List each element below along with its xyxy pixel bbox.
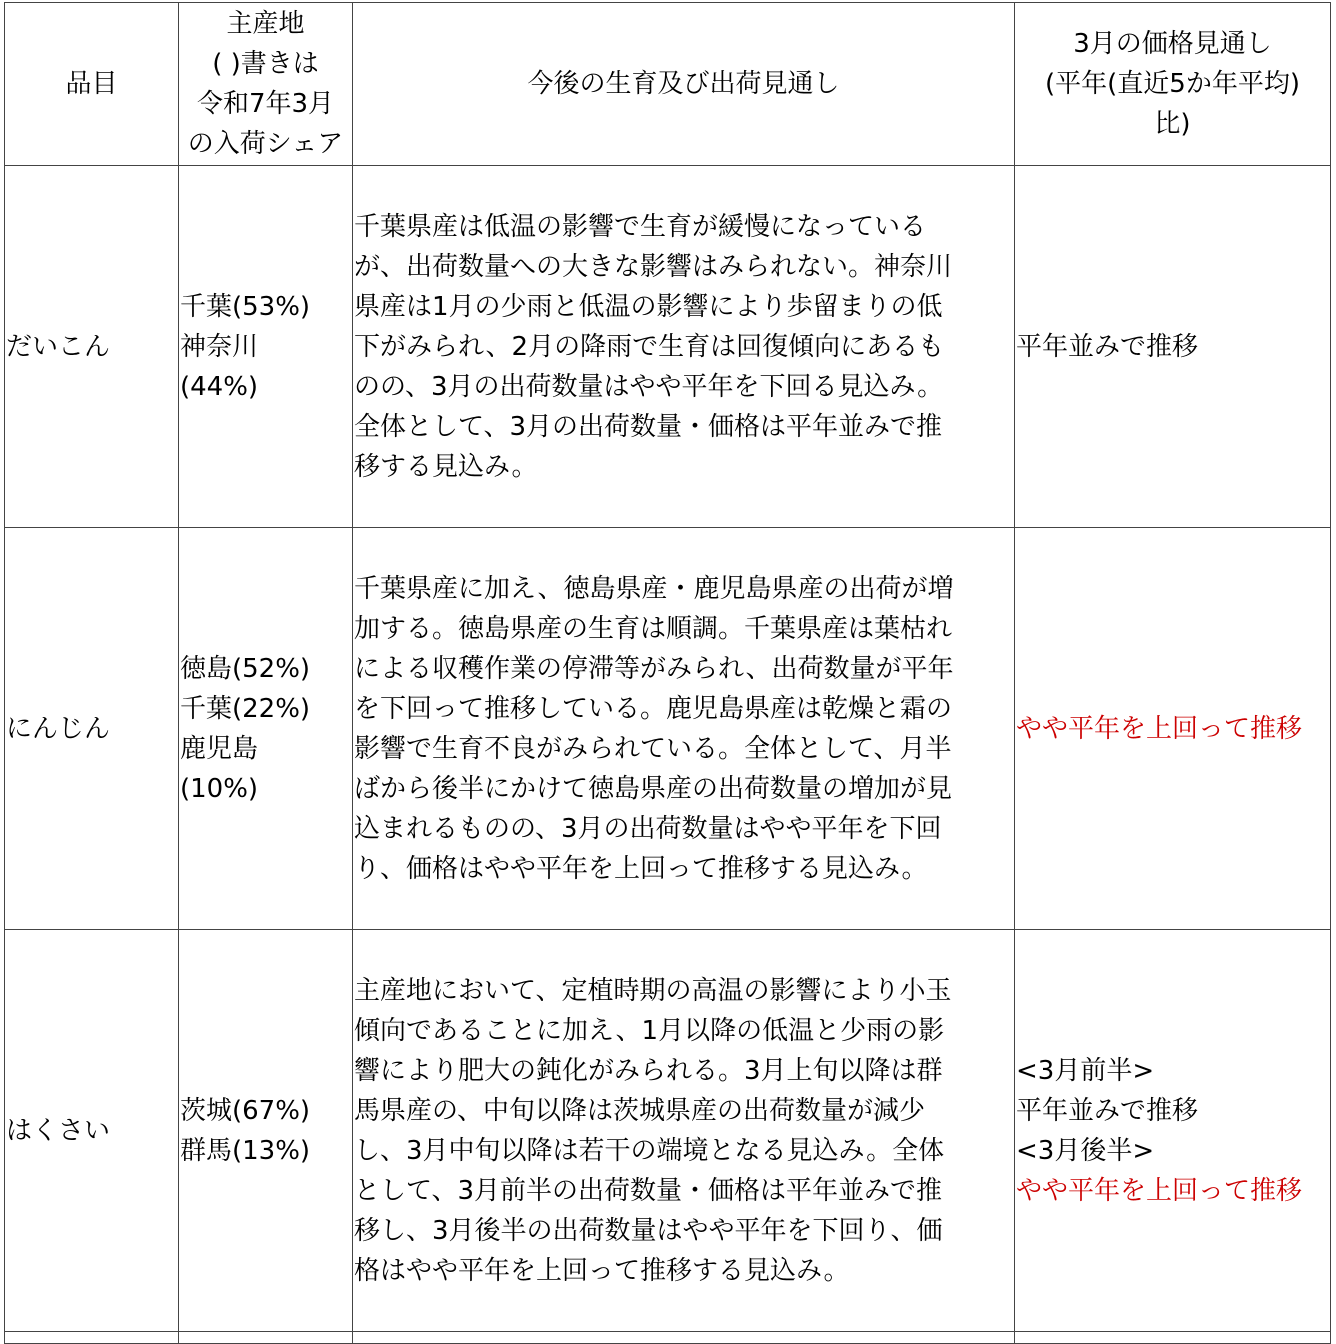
origin-line: 千葉(22%) (180, 693, 311, 724)
outlook-line: り、価格はやや平年を上回って推移する見込み。 (354, 853, 928, 884)
price-cell (1015, 166, 1331, 528)
outlook-line: 影響で生育不良がみられている。全体として、月半 (354, 733, 952, 764)
header-row (5, 3, 1331, 166)
item-cell: だいこん (5, 166, 179, 528)
price-line: <3月前半> (1016, 1055, 1155, 1086)
outlook-line: 格はやや平年を上回って推移する見込み。 (354, 1255, 850, 1286)
origin-line: (10%) (180, 773, 259, 804)
header-price (1015, 3, 1331, 166)
outlook-line: 込まれるものの、3月の出荷数量はやや平年を下回 (354, 813, 942, 844)
item-cell: はくさい (5, 930, 179, 1332)
origin-line: 鹿児島 (180, 733, 259, 764)
header-price-line: 3月の価格見通し (1073, 29, 1272, 59)
price-line-highlight: やや平年を上回って推移 (1016, 1175, 1303, 1206)
outlook-line: 傾向であることに加え、1月以降の低温と少雨の影 (354, 1015, 945, 1046)
outlook-line: 移し、3月後半の出荷数量はやや平年を下回り、価 (354, 1215, 943, 1246)
outlook-line: 馬県産の、中旬以降は茨城県産の出荷数量が減少 (354, 1095, 925, 1126)
outlook-line: 千葉県産は低温の影響で生育が緩慢になっている (354, 211, 927, 242)
outlook-line: 響により肥大の鈍化がみられる。3月上旬以降は群 (354, 1055, 943, 1086)
header-price-line: 比) (1154, 109, 1191, 139)
empty-cell (1015, 1332, 1331, 1344)
empty-cell (5, 1332, 179, 1344)
table-row (5, 166, 1331, 528)
outlook-line: 県産は1月の少雨と低温の影響により歩留まりの低 (354, 291, 943, 322)
item-cell: にんじん (5, 528, 179, 930)
outlook-cell (353, 166, 1015, 528)
outlook-line: ばから後半にかけて徳島県産の出荷数量の増加が見 (354, 773, 953, 804)
price-outlook-table (4, 2, 1331, 1344)
outlook-line: による収穫作業の停滞等がみられ、出荷数量が平年 (354, 653, 954, 684)
origin-line: (44%) (180, 371, 259, 402)
header-origin (179, 3, 353, 166)
header-price-line: (平年(直近5か年平均) (1045, 69, 1300, 99)
table-row (5, 528, 1331, 930)
outlook-line: 加する。徳島県産の生育は順調。千葉県産は葉枯れ (354, 613, 953, 644)
price-cell (1015, 930, 1331, 1332)
outlook-line: 下がみられ、2月の降雨で生育は回復傾向にあるも (354, 331, 945, 362)
price-line: <3月後半> (1016, 1135, 1155, 1166)
outlook-line: のの、3月の出荷数量はやや平年を下回る見込み。 (354, 371, 944, 402)
price-line-highlight: やや平年を上回って推移 (1016, 713, 1303, 744)
outlook-line: 主産地において、定植時期の高温の影響により小玉 (354, 975, 952, 1006)
origin-cell (179, 930, 353, 1332)
header-origin-line: 令和7年3月 (196, 89, 335, 119)
empty-cell (179, 1332, 353, 1344)
outlook-line: が、出荷数量への大きな影響はみられない。神奈川 (354, 251, 953, 282)
outlook-line: を下回って推移している。鹿児島県産は乾燥と霜の (354, 693, 953, 724)
outlook-line: 移する見込み。 (354, 451, 538, 482)
origin-line: 神奈川 (180, 331, 259, 362)
outlook-line: 全体として、3月の出荷数量・価格は平年並みで推 (354, 411, 943, 442)
outlook-cell (353, 930, 1015, 1332)
outlook-line: し、3月中旬以降は若干の端境となる見込み。全体 (354, 1135, 945, 1166)
outlook-cell (353, 528, 1015, 930)
origin-line: 茨城(67%) (180, 1095, 311, 1126)
price-line: 平年並みで推移 (1016, 331, 1199, 362)
origin-line: 群馬(13%) (180, 1135, 311, 1166)
empty-cell (353, 1332, 1015, 1344)
origin-line: 徳島(52%) (180, 653, 311, 684)
header-origin-line: ( )書きは (212, 49, 319, 79)
header-origin-line: 主産地 (226, 9, 305, 39)
price-line: 平年並みで推移 (1016, 1095, 1199, 1126)
table-row (5, 930, 1331, 1332)
origin-line: 千葉(53%) (180, 291, 311, 322)
price-cell (1015, 528, 1331, 930)
header-origin-line: の入荷シェア (187, 129, 344, 159)
origin-cell (179, 528, 353, 930)
header-item: 品目 (5, 3, 179, 166)
origin-cell (179, 166, 353, 528)
outlook-line: 千葉県産に加え、徳島県産・鹿児島県産の出荷が増 (354, 573, 954, 604)
outlook-line: として、3月前半の出荷数量・価格は平年並みで推 (354, 1175, 943, 1206)
header-outlook: 今後の生育及び出荷見通し (353, 3, 1015, 166)
table-row-partial (5, 1332, 1331, 1344)
table-body (5, 166, 1331, 1344)
